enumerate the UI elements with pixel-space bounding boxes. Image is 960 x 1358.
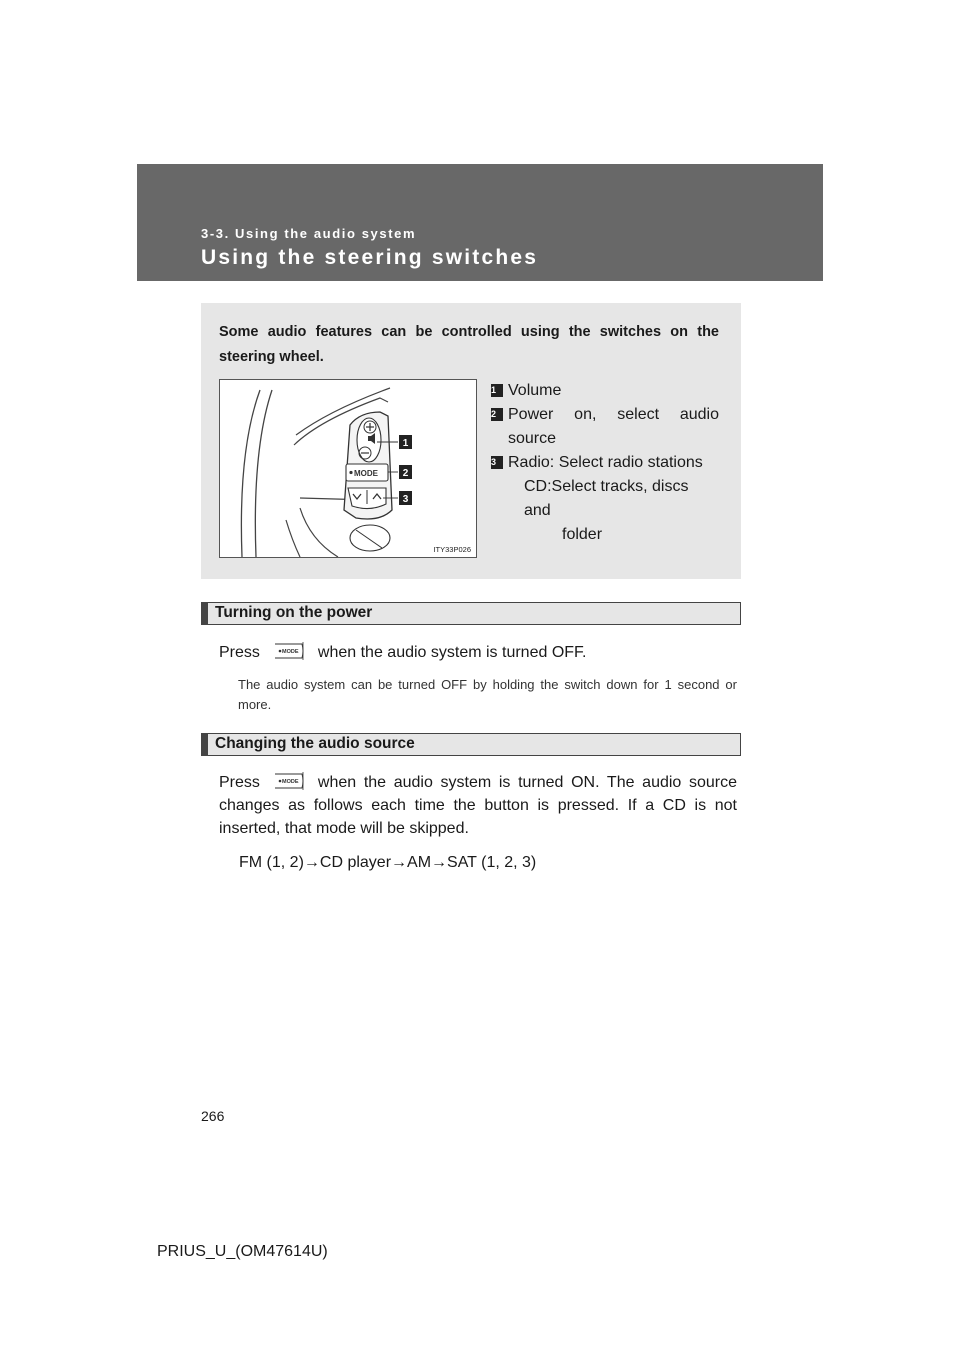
mode-button-icon xyxy=(272,641,306,661)
page-title: Using the steering switches xyxy=(201,246,539,269)
intro-text: Some audio features can be controlled using the switches on the steering wheel. xyxy=(219,324,719,365)
number-badge: 1 xyxy=(491,384,503,397)
legend-item xyxy=(491,451,719,475)
legend-label: Radio: Select radio stations xyxy=(508,454,703,471)
number-badge: 2 xyxy=(491,408,503,421)
legend-label: Power on, select audio source xyxy=(508,406,719,447)
press-word: Press xyxy=(219,644,260,661)
mode-button-label: MODE xyxy=(281,648,299,655)
power-note: The audio system can be turned OFF by holding the switch down for 1 second or more. xyxy=(238,677,737,712)
page-number: 266 xyxy=(201,1108,225,1124)
steering-wheel-illustration xyxy=(220,380,476,557)
subheading-bar xyxy=(202,603,208,624)
legend-item xyxy=(491,403,719,451)
subheading-text: Turning on the power xyxy=(215,604,373,621)
mode-button-label: MODE xyxy=(281,778,299,785)
press-word: Press xyxy=(219,774,260,791)
legend-sub xyxy=(491,475,719,547)
subheading-bar xyxy=(202,734,208,755)
number-badge: 3 xyxy=(491,456,503,469)
power-body: when the audio system is turned OFF. xyxy=(317,644,587,661)
callout-3: 3 xyxy=(402,494,409,505)
callout-1: 1 xyxy=(402,438,409,449)
source-body: when the audio system is turned ON. The audio source changes as follows each time the button is pressed. If a CD is not inserted, that mode will be skipped. xyxy=(219,774,737,837)
figure-mode-label: MODE xyxy=(354,469,378,478)
subheading-source xyxy=(201,733,741,756)
legend-sub-line: CD:Select tracks, discs and xyxy=(524,478,689,519)
section-label: 3-3. Using the audio system xyxy=(201,226,417,241)
figure-code: ITY33P026 xyxy=(433,545,471,554)
mode-button-icon xyxy=(272,771,306,791)
legend xyxy=(491,379,719,547)
footer-code: PRIUS_U_(OM47614U) xyxy=(157,1243,328,1260)
source-sequence: FM (1, 2)→CD player→AM→SAT (1, 2, 3) xyxy=(239,854,537,871)
subheading-power xyxy=(201,602,741,625)
subheading-text: Changing the audio source xyxy=(215,735,415,752)
callout-2: 2 xyxy=(402,468,409,479)
legend-label: Volume xyxy=(508,382,562,399)
header-band xyxy=(137,164,823,281)
power-paragraph xyxy=(219,641,737,664)
legend-item xyxy=(491,379,719,403)
legend-sub-line: folder xyxy=(562,526,603,543)
source-paragraph xyxy=(219,771,737,840)
intro-box xyxy=(201,303,741,579)
steering-switch-figure xyxy=(219,379,477,558)
